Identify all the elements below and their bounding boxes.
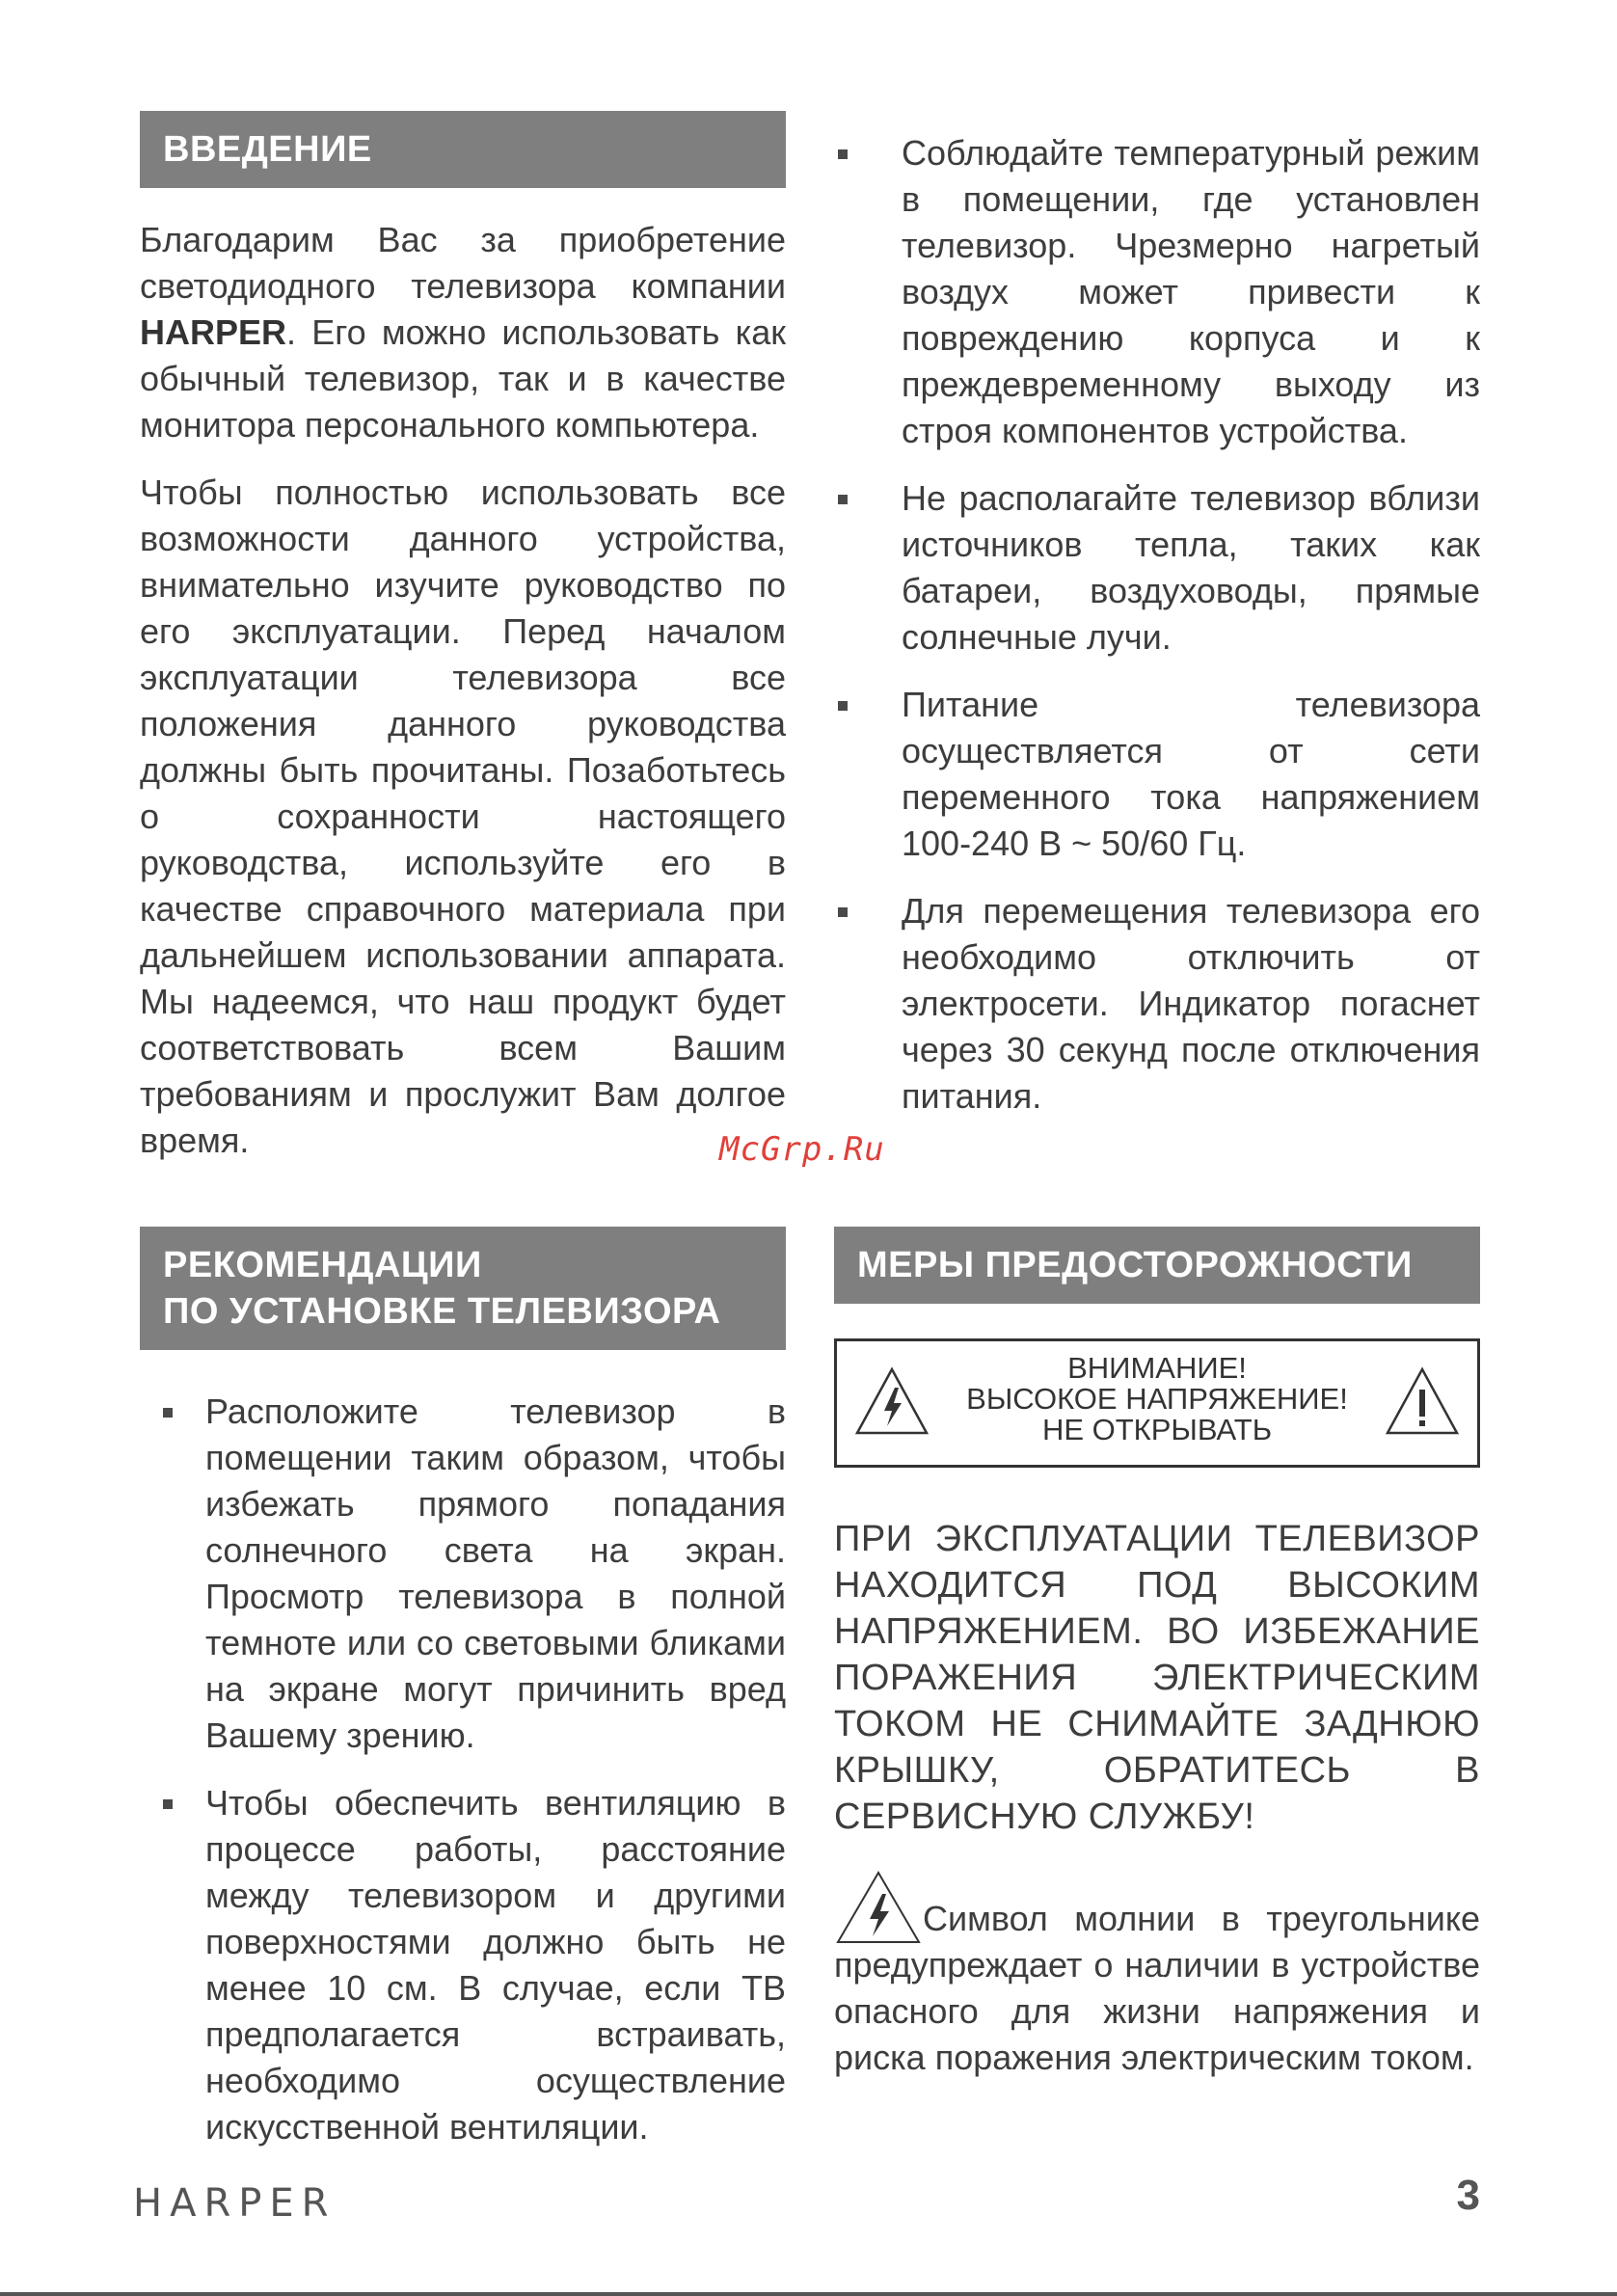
- intro-header: [140, 111, 786, 188]
- list-item: Соблюдайте температурный режим в помещении, где установлен телевизор. Чрезмерно нагретый воздух может привести к повреждению корпуса и к преждевременному выходу из строя компонентов устройства.: [834, 130, 1480, 454]
- intro-p1-text: Благодарим Вас за приобретение светодиодного телевизора компании: [140, 220, 786, 306]
- exclamation-triangle-icon: [1385, 1366, 1460, 1436]
- lightning-symbol-icon: [834, 1869, 923, 1946]
- lightning-explanation: [834, 1869, 1480, 2081]
- list-item: Не располагайте телевизор вблизи источников тепла, таких как батареи, воздуховоды, прямые солнечные лучи.: [834, 475, 1480, 661]
- warning-line-2: ВЫСОКОЕ НАПРЯЖЕНИЕ!: [966, 1382, 1348, 1416]
- harper-logo: HARPER: [133, 2181, 337, 2226]
- list-item: Чтобы обеспечить вентиляцию в процессе работы, расстояние между телевизором и другими поверхностями должно быть не менее 10 см. В случае, если ТВ предполагается встраивать, необходимо осуществление искусственной вентиляции.: [140, 1780, 786, 2150]
- intro-p1-text-end: . Его можно использовать как обычный телевизор, так и в качестве монитора персонального компьютера.: [140, 312, 786, 445]
- safety-header: [834, 1227, 1480, 1304]
- warning-line-1: ВНИМАНИЕ!: [1067, 1351, 1247, 1385]
- install-header: [140, 1227, 786, 1350]
- intro-paragraph-2: Чтобы полностью использовать все возможности данного устройства, внимательно изучите руководство по его эксплуатации. Перед началом эксплуатации телевизора все положения данного руководства должны быть прочитаны. Позаботьтесь о сохранности настоящего руководства, используйте его в качестве справочного материала при дальнейшем использовании аппарата. Мы надеемся, что наш продукт будет соответствовать всем Вашим требованиям и прослужит Вам долгое время.: [140, 473, 786, 1160]
- intro-title: ВВЕДЕНИЕ: [163, 129, 372, 170]
- warning-box: [834, 1338, 1480, 1468]
- install-title-line-2: ПО УСТАНОВКЕ ТЕЛЕВИЗОРА: [163, 1291, 721, 1332]
- lightning-explanation-text: Символ молнии в треугольнике предупреждает о наличии в устройстве опасного для жизни напряжения и риска поражения электрическим током.: [834, 1899, 1480, 2077]
- environment-section: [834, 130, 1480, 1141]
- list-item: Расположите телевизор в помещении таким образом, чтобы избежать прямого попадания солнечного света на экран. Просмотр телевизора в полной темноте или со световыми бликами на экране могут причинить вред Вашему зрению.: [140, 1389, 786, 1759]
- safety-title: МЕРЫ ПРЕДОСТОРОЖНОСТИ: [857, 1245, 1413, 1285]
- high-voltage-warning: ПРИ ЭКСПЛУАТАЦИИ ТЕЛЕВИЗОР НАХОДИТСЯ ПОД ВЫСОКИМ НАПРЯЖЕНИЕМ. ВО ИЗБЕЖАНИЕ ПОРАЖЕНИЯ ЭЛЕКТРИЧЕСКИМ ТОКОМ НЕ СНИМАЙТЕ ЗАДНЮЮ КРЫШКУ, ОБРАТИТЕСЬ В СЕРВИСНУЮ СЛУЖБУ!: [834, 1519, 1480, 1837]
- safety-section: [834, 1227, 1480, 2081]
- warning-text: [933, 1353, 1381, 1445]
- warning-line-3: НЕ ОТКРЫВАТЬ: [1041, 1413, 1273, 1446]
- environment-bullets: [834, 130, 1480, 1120]
- list-item: Для перемещения телевизора его необходимо отключить от электросети. Индикатор погаснет через 30 секунд после отключения питания.: [834, 888, 1480, 1120]
- install-bullets: [140, 1389, 786, 2150]
- bottom-divider: [0, 2292, 1617, 2296]
- install-title-line-1: РЕКОМЕНДАЦИИ: [163, 1245, 482, 1285]
- intro-paragraph-1: [140, 217, 786, 448]
- list-item: Питание телевизора осуществляется от сети переменного тока напряжением 100-240 В ~ 50/60 Гц.: [834, 682, 1480, 867]
- page-number: 3: [1456, 2172, 1480, 2219]
- lightning-triangle-icon: [854, 1366, 930, 1436]
- brand-name: HARPER: [140, 312, 287, 352]
- install-section: [140, 1227, 786, 2172]
- intro-section: [140, 111, 786, 1164]
- watermark: McGrp.Ru: [719, 1130, 885, 1169]
